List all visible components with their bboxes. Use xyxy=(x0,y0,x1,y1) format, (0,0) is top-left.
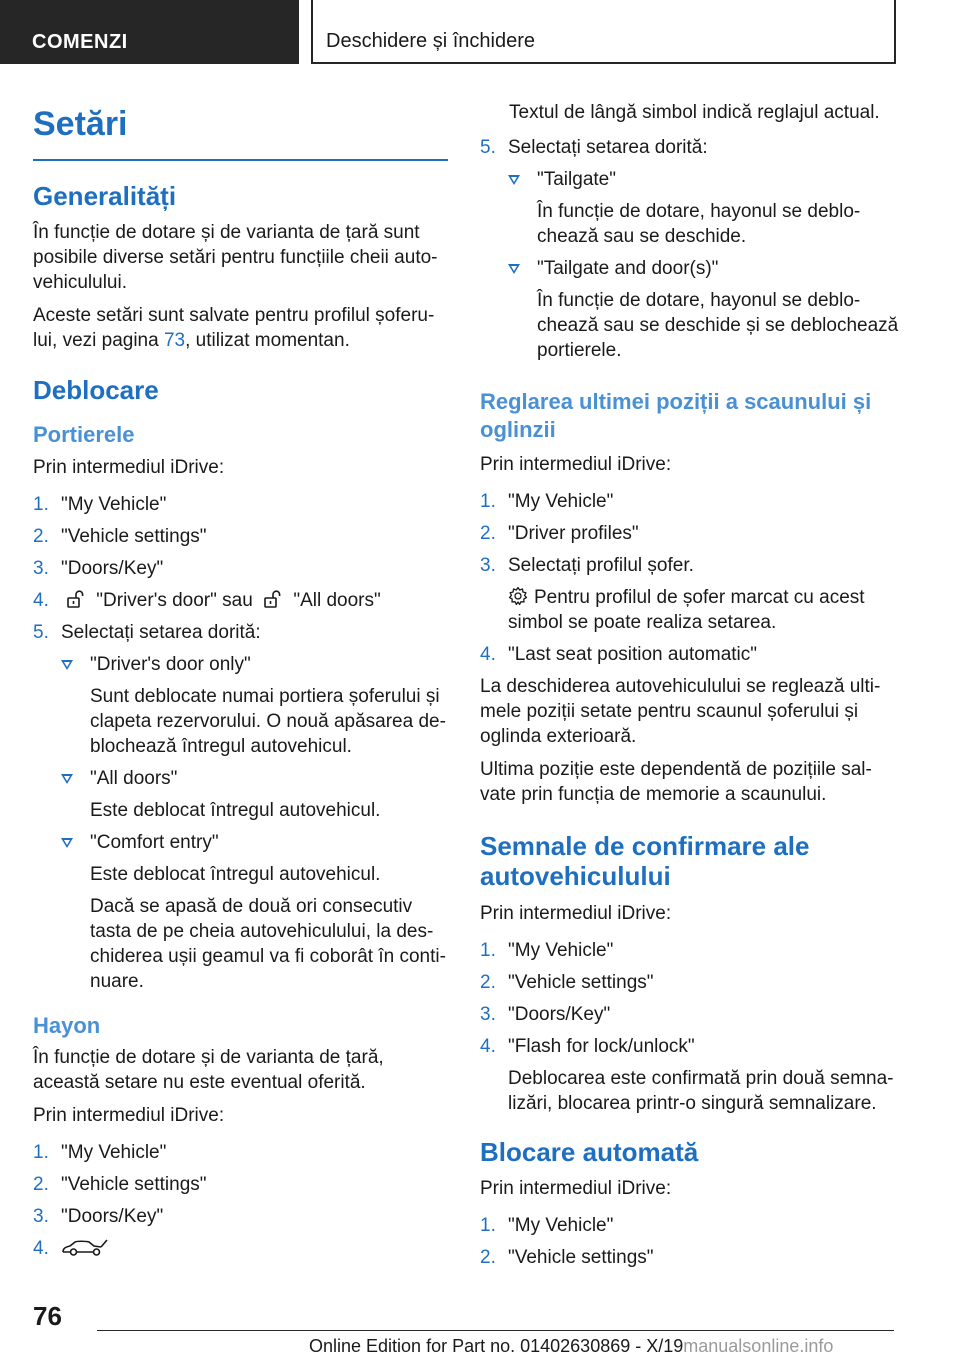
triangle-bullet-icon xyxy=(61,838,73,848)
list-item: 4. "Last seat position automatic" xyxy=(480,644,758,665)
unlock-icon xyxy=(263,589,283,609)
heading-unlock: Deblocare xyxy=(33,374,159,405)
seat-paragraph-2: Ultima poziție este dependentă de pozițiile salvate prin funcția de memorie a scaunului. xyxy=(480,759,872,805)
heading-seat: Reglarea ultimei poziții a scaunului și oglinzii xyxy=(480,389,872,442)
seat-intro: Prin intermediul iDrive: xyxy=(480,454,672,475)
watermark: manualsonline.info xyxy=(683,1336,834,1356)
heading-autolock: Blocare automată xyxy=(480,1137,699,1167)
doors-intro: Prin intermediul iDrive: xyxy=(33,456,225,478)
autolock-steps xyxy=(480,1213,900,1270)
list-item: 1. "My Vehicle" xyxy=(33,1141,167,1163)
gear-icon xyxy=(508,586,528,606)
tailgate-steps xyxy=(33,1140,448,1261)
unlock-icon xyxy=(66,589,86,609)
page-number: 76 xyxy=(33,1301,62,1331)
list-item: 1. "My Vehicle" xyxy=(480,940,614,961)
list-item: 1. "My Vehicle" xyxy=(480,1215,614,1237)
right-column xyxy=(480,100,900,1277)
list-item: 4. "Flash for lock/unlock" Deblocarea este confirmată prin două semnalizări, blocarea printr-o singură semnalizare. xyxy=(480,1036,894,1114)
list-item: 1. "My Vehicle" xyxy=(33,493,167,515)
section-tab xyxy=(0,0,299,64)
seat-steps xyxy=(480,489,900,667)
heading-doors: Portierele xyxy=(33,422,135,448)
triangle-bullet-icon xyxy=(61,660,73,670)
list-item: 1. "My Vehicle" xyxy=(480,491,614,512)
general-paragraph-2: Aceste setări sunt salvate pentru profilul șoferului, vezi pagina 73, utilizat momentan. xyxy=(33,304,435,351)
continued-text: Textul de lângă simbol indică reglajul actual. xyxy=(509,102,880,123)
footer-edition: Online Edition for Part no. 01402630869 - X/19manualsonline.info xyxy=(309,1336,834,1356)
section-title: COMENZI xyxy=(32,31,128,53)
general-paragraph-1: În funcție de dotare și de varianta de țară sunt posibile diverse setări pentru funcțiile cheii autovehiculului. xyxy=(33,221,438,293)
heading-tailgate: Hayon xyxy=(33,1012,101,1038)
heading-general: Generalități xyxy=(33,180,177,211)
list-item: 2. "Vehicle settings" xyxy=(480,972,654,993)
triangle-bullet-icon xyxy=(61,774,73,784)
list-item: 3. "Doors/Key" xyxy=(480,1004,611,1025)
list-item: 5. Selectați setarea dorită: xyxy=(480,137,708,158)
list-item: 2. "Vehicle settings" xyxy=(33,525,207,547)
option-item: "Tailgate" În funcție de dotare, hayonul se deblochează sau se deschide. xyxy=(508,167,900,249)
page-title: Setări xyxy=(33,105,128,143)
list-item: 2. "Vehicle settings" xyxy=(480,1247,654,1269)
list-item: 2. "Driver profiles" xyxy=(480,523,639,544)
tailgate-steps-cont xyxy=(480,135,900,160)
list-item: 4. xyxy=(33,1236,448,1261)
list-item: 2. "Vehicle settings" xyxy=(33,1173,207,1195)
option-item: "Comfort entry" Este deblocat întregul autovehicul. Dacă se apasă de două ori consecutiv tasta de pe cheia autovehiculului, la deschiderea ușii geamul va fi coborât în continuare. xyxy=(61,830,448,994)
option-item: "Tailgate and door(s)" În funcție de dotare, hayonul se deblochează sau se deschide și se deblochează portierele. xyxy=(508,256,900,363)
signals-steps xyxy=(480,938,900,1116)
signals-intro: Prin intermediul iDrive: xyxy=(480,903,672,924)
autolock-intro: Prin intermediul iDrive: xyxy=(480,1178,672,1200)
option-item: "Driver's door only" Sunt deblocate numai portiera șoferului și clapeta rezervorului. O nouă apăsarea deblochează întregul autovehicul. xyxy=(61,652,448,759)
list-item: 3. "Doors/Key" xyxy=(33,557,164,579)
list-item: 5. Selectați setarea dorită: xyxy=(33,621,261,643)
heading-signals: Semnale de confirmare ale autovehiculului xyxy=(480,831,810,891)
option-item: "All doors" Este deblocat întregul autovehicul. xyxy=(61,766,448,823)
doors-steps xyxy=(33,492,448,645)
title-divider xyxy=(33,159,448,161)
left-column xyxy=(33,96,448,1268)
list-item: 3. Selectați profilul șofer. Pentru profilul de șofer marcat cu acest simbol se poate realiza setarea. xyxy=(480,555,865,633)
seat-paragraph-1: La deschiderea autovehiculului se reglează ultimele poziții setate pentru scaunul șoferului și oglinda exterioară. xyxy=(480,676,881,747)
tailgate-options xyxy=(508,167,900,363)
triangle-bullet-icon xyxy=(508,264,520,274)
doors-options xyxy=(61,652,448,994)
footer-divider xyxy=(97,1330,894,1331)
chapter-tab xyxy=(311,0,896,64)
list-item: 3. "Doors/Key" xyxy=(33,1205,164,1227)
triangle-bullet-icon xyxy=(508,175,520,185)
page-link[interactable]: 73 xyxy=(163,329,186,351)
tailgate-paragraph: În funcție de dotare și de varianta de țară, această setare nu este eventual oferită. xyxy=(33,1046,384,1093)
tailgate-intro: Prin intermediul iDrive: xyxy=(33,1104,225,1126)
chapter-title: Deschidere și închidere xyxy=(326,30,535,52)
car-tailgate-icon xyxy=(61,1237,109,1257)
list-item: 4. "Driver's door" sau "All doors" xyxy=(33,589,381,611)
